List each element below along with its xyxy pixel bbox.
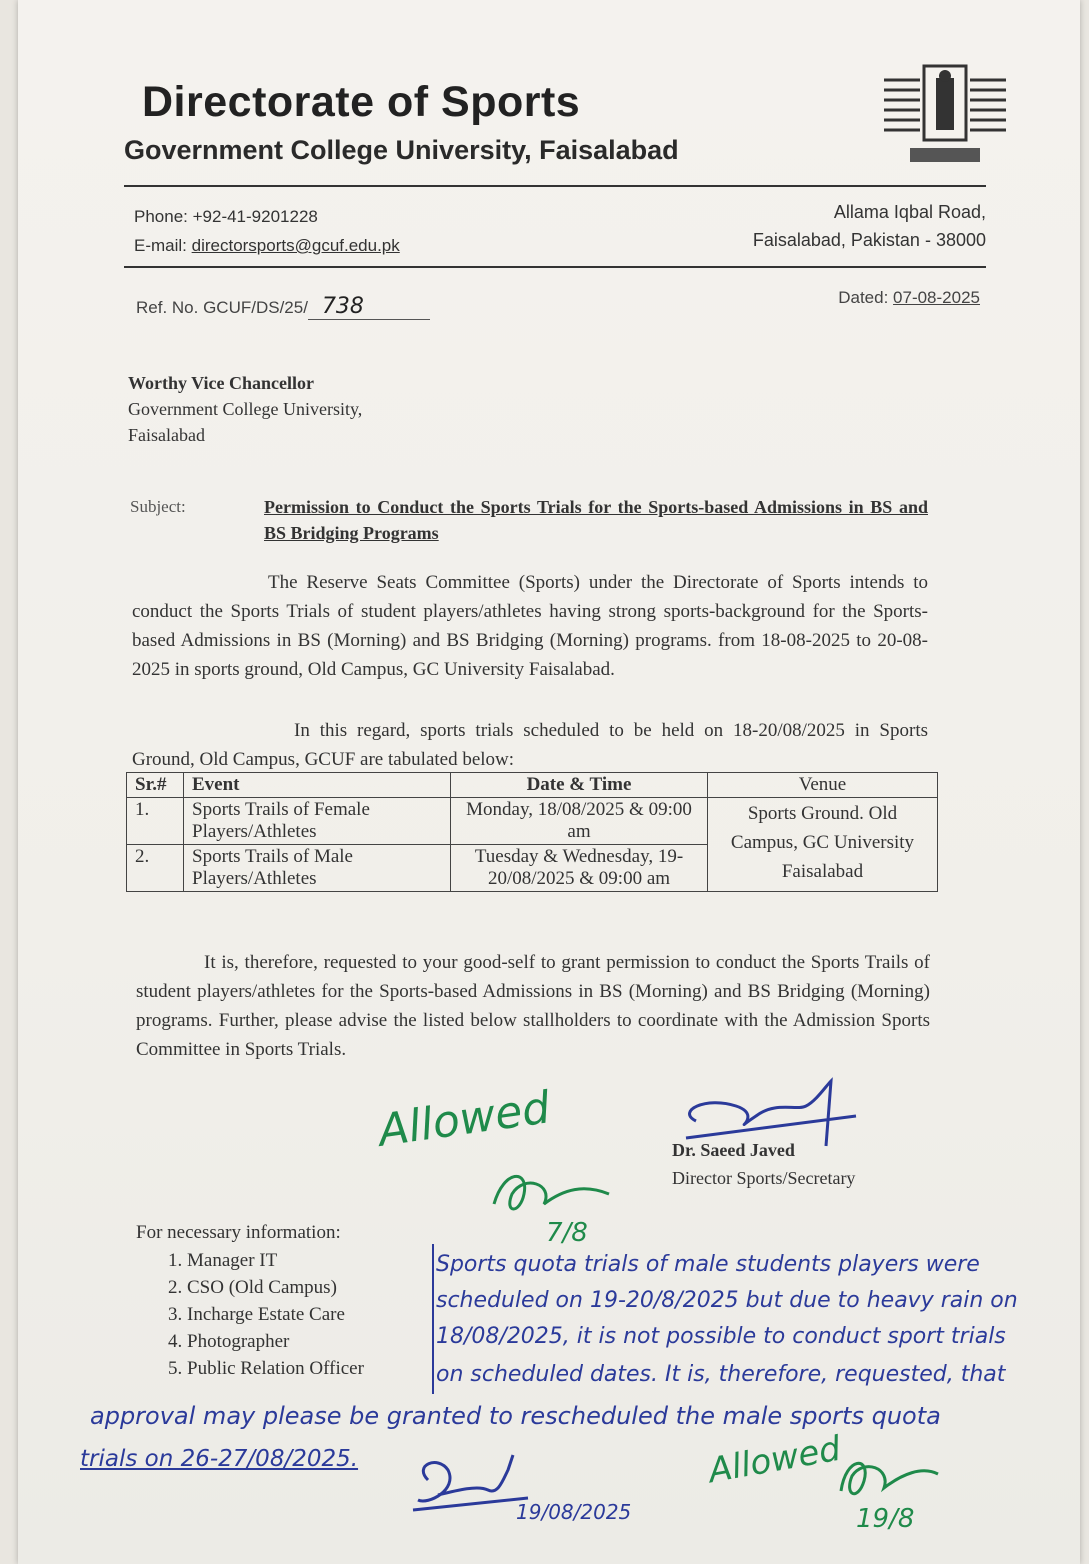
note-line-2: scheduled on 19-20/8/2025 but due to heavy rain on [436, 1288, 1018, 1313]
body-paragraph-3: It is, therefore, requested to your good-self to grant permission to conduct the Sports Trails of student players/athletes for the Sports-based Admissions in BS (Morning) and BS Bridging (Morning) programs. Further, please advise the listed below stallholders to coordinate with the Admission Sports Committee in Sports Trials. [136, 952, 930, 1060]
row-1-event: Sports Trails of Female Players/Athletes [184, 798, 451, 845]
row-2-date: Tuesday & Wednesday, 19-20/08/2025 & 09:00 am [451, 845, 708, 892]
vc-initials-1 [484, 1164, 624, 1224]
list-item: 1. Manager IT [168, 1250, 278, 1271]
table-header-row [127, 773, 938, 798]
dated-value: 07-08-2025 [893, 288, 980, 307]
letterhead-title: Directorate of Sports [142, 78, 581, 126]
note-margin-line [432, 1244, 434, 1394]
email-label: E-mail: [134, 236, 192, 255]
subject-text: Permission to Conduct the Sports Trials for the Sports-based Admissions in BS and BS Bridging Programs [264, 497, 928, 543]
allowed-date-1: 7/8 [546, 1218, 588, 1248]
row-1-sr: 1. [127, 798, 184, 845]
signatory-title: Director Sports/Secretary [672, 1168, 856, 1188]
header-divider [124, 185, 986, 187]
list-item: 2. CSO (Old Campus) [168, 1277, 337, 1298]
email-link[interactable]: directorsports@gcuf.edu.pk [191, 236, 400, 255]
trials-table [126, 772, 938, 892]
note-date: 19/08/2025 [516, 1500, 632, 1524]
ref-label: Ref. No. GCUF/DS/25/ [136, 298, 308, 317]
note-line-6: trials on 26-27/08/2025. [80, 1446, 359, 1472]
info-heading: For necessary information: [136, 1222, 341, 1243]
university-logo [880, 60, 1010, 170]
dated-label: Dated: [838, 288, 894, 307]
header-date-time: Date & Time [451, 773, 708, 798]
addressee-line-3: Faisalabad [128, 425, 205, 445]
contact-divider [124, 266, 986, 268]
ref-line [136, 294, 430, 320]
body-paragraph-2: In this regard, sports trials scheduled to be held on 18-20/08/2025 in Sports Ground, Old Campus, GCUF are tabulated below: [132, 720, 928, 770]
table-row [127, 798, 938, 845]
header-sr: Sr.# [127, 773, 184, 798]
note-line-5: approval may please be granted to rescheduled the male sports quota [90, 1402, 941, 1430]
allowed-date-2: 19/8 [856, 1504, 915, 1534]
note-line-1: Sports quota trials of male students players were [436, 1252, 980, 1277]
letterhead-subtitle: Government College University, Faisalabad [124, 135, 679, 165]
email-line [134, 236, 400, 256]
allowed-annotation-2: Allowed [705, 1428, 844, 1492]
note-line-3: 18/08/2025, it is not possible to conduct sport trials [436, 1324, 1006, 1349]
row-2-sr: 2. [127, 845, 184, 892]
venue-cell: Sports Ground. Old Campus, GC University Faisalabad [708, 798, 938, 892]
addressee-line-1: Worthy Vice Chancellor [128, 373, 314, 393]
subject-label: Subject: [130, 497, 186, 516]
addressee [128, 370, 362, 448]
row-1-date: Monday, 18/08/2025 & 09:00 am [451, 798, 708, 845]
ref-number: 738 [308, 294, 430, 320]
address-line-2: Faisalabad, Pakistan - 38000 [752, 230, 986, 250]
list-item: 3. Incharge Estate Care [168, 1304, 345, 1325]
address-line-1: Allama Iqbal Road, [833, 202, 986, 222]
info-list [168, 1250, 364, 1385]
header-event: Event [184, 773, 451, 798]
list-item: 5. Public Relation Officer [168, 1358, 364, 1379]
signatory-name: Dr. Saeed Javed [672, 1140, 795, 1160]
note-line-4: on scheduled dates. It is, therefore, requested, that [436, 1362, 1006, 1387]
addressee-line-2: Government College University, [128, 399, 363, 419]
letter-page [18, 0, 1080, 1564]
phone-number: Phone: +92-41-9201228 [134, 207, 318, 226]
allowed-annotation-1: Allowed [375, 1082, 554, 1157]
list-item: 4. Photographer [168, 1331, 290, 1352]
row-2-event: Sports Trails of Male Players/Athletes [184, 845, 451, 892]
body-paragraph-1: The Reserve Seats Committee (Sports) under the Directorate of Sports intends to conduct the Sports Trials of student players/athletes having strong sports-background for the Sports-based Admissions in BS (Morning) and BS Bridging (Morning) programs. from 18-08-2025 to 20-08-2025 in sports ground, Old Campus, GC University Faisalabad. [132, 572, 928, 680]
dated-line [838, 288, 980, 308]
header-venue: Venue [708, 773, 938, 798]
